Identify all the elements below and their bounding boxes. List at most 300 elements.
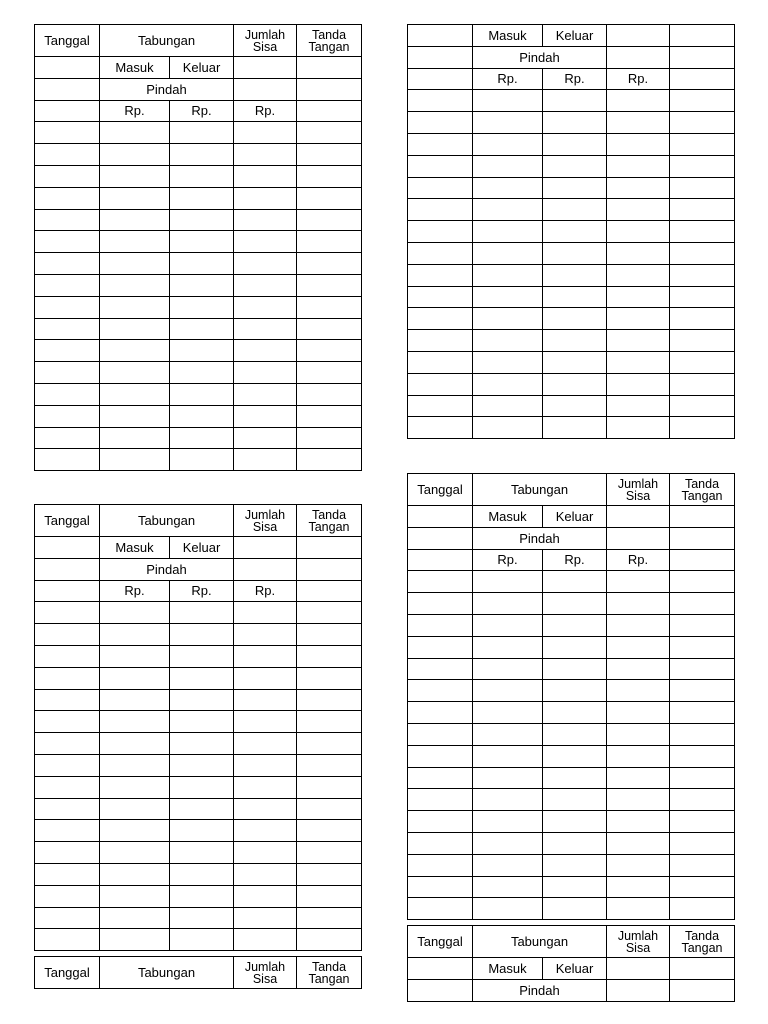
ledger-entry-cell[interactable] [670, 898, 735, 920]
ledger-entry-cell[interactable] [543, 593, 607, 615]
ledger-entry-cell[interactable] [234, 449, 297, 471]
ledger-entry-cell[interactable] [100, 383, 170, 405]
ledger-entry-cell[interactable] [234, 624, 297, 646]
ledger-entry-cell[interactable] [170, 624, 234, 646]
ledger-entry-cell[interactable] [543, 854, 607, 876]
ledger-entry-cell[interactable] [234, 820, 297, 842]
ledger-entry-cell[interactable] [607, 767, 670, 789]
ledger-entry-cell[interactable] [297, 645, 362, 667]
ledger-entry-cell[interactable] [35, 253, 100, 275]
ledger-entry-cell[interactable] [670, 90, 735, 112]
ledger-entry-cell[interactable] [35, 318, 100, 340]
ledger-entry-cell[interactable] [234, 318, 297, 340]
ledger-entry-cell[interactable] [170, 689, 234, 711]
ledger-entry-cell[interactable] [670, 789, 735, 811]
ledger-entry-cell[interactable] [607, 658, 670, 680]
ledger-entry-cell[interactable] [543, 767, 607, 789]
ledger-entry-cell[interactable] [170, 645, 234, 667]
ledger-entry-cell[interactable] [100, 122, 170, 144]
ledger-entry-cell[interactable] [408, 658, 473, 680]
ledger-entry-cell[interactable] [100, 231, 170, 253]
ledger-entry-cell[interactable] [543, 330, 607, 352]
ledger-entry-cell[interactable] [170, 449, 234, 471]
ledger-entry-cell[interactable] [408, 614, 473, 636]
ledger-entry-cell[interactable] [100, 863, 170, 885]
ledger-entry-cell[interactable] [297, 842, 362, 864]
ledger-entry-cell[interactable] [607, 155, 670, 177]
ledger-entry-cell[interactable] [543, 395, 607, 417]
ledger-entry-cell[interactable] [670, 373, 735, 395]
ledger-entry-cell[interactable] [234, 602, 297, 624]
ledger-entry-cell[interactable] [35, 296, 100, 318]
ledger-entry-cell[interactable] [408, 898, 473, 920]
ledger-entry-cell[interactable] [234, 187, 297, 209]
ledger-entry-cell[interactable] [100, 340, 170, 362]
ledger-entry-cell[interactable] [473, 614, 543, 636]
ledger-entry-cell[interactable] [234, 383, 297, 405]
ledger-entry-cell[interactable] [234, 144, 297, 166]
ledger-entry-cell[interactable] [670, 417, 735, 439]
ledger-entry-cell[interactable] [100, 427, 170, 449]
ledger-entry-cell[interactable] [670, 832, 735, 854]
ledger-entry-cell[interactable] [170, 318, 234, 340]
ledger-entry-cell[interactable] [35, 776, 100, 798]
ledger-entry-cell[interactable] [408, 373, 473, 395]
ledger-entry-cell[interactable] [35, 122, 100, 144]
ledger-entry-cell[interactable] [473, 242, 543, 264]
ledger-entry-cell[interactable] [234, 122, 297, 144]
ledger-entry-cell[interactable] [473, 90, 543, 112]
ledger-entry-cell[interactable] [607, 636, 670, 658]
ledger-entry-cell[interactable] [170, 383, 234, 405]
ledger-entry-cell[interactable] [607, 614, 670, 636]
ledger-entry-cell[interactable] [607, 330, 670, 352]
ledger-entry-cell[interactable] [473, 221, 543, 243]
ledger-entry-cell[interactable] [543, 658, 607, 680]
ledger-entry-cell[interactable] [670, 177, 735, 199]
ledger-entry-cell[interactable] [170, 820, 234, 842]
ledger-entry-cell[interactable] [670, 286, 735, 308]
ledger-entry-cell[interactable] [543, 571, 607, 593]
ledger-entry-cell[interactable] [543, 789, 607, 811]
ledger-entry-cell[interactable] [670, 876, 735, 898]
ledger-entry-cell[interactable] [607, 876, 670, 898]
ledger-entry-cell[interactable] [234, 296, 297, 318]
ledger-entry-cell[interactable] [170, 274, 234, 296]
ledger-entry-cell[interactable] [408, 680, 473, 702]
ledger-entry-cell[interactable] [670, 658, 735, 680]
ledger-entry-cell[interactable] [35, 820, 100, 842]
ledger-entry-cell[interactable] [234, 427, 297, 449]
ledger-entry-cell[interactable] [170, 798, 234, 820]
ledger-entry-cell[interactable] [670, 221, 735, 243]
ledger-entry-cell[interactable] [297, 929, 362, 951]
ledger-entry-cell[interactable] [297, 733, 362, 755]
ledger-entry-cell[interactable] [543, 286, 607, 308]
ledger-entry-cell[interactable] [607, 308, 670, 330]
ledger-entry-cell[interactable] [35, 187, 100, 209]
ledger-entry-cell[interactable] [408, 264, 473, 286]
ledger-entry-cell[interactable] [297, 231, 362, 253]
ledger-entry-cell[interactable] [408, 112, 473, 134]
ledger-entry-cell[interactable] [170, 405, 234, 427]
ledger-entry-cell[interactable] [170, 187, 234, 209]
ledger-entry-cell[interactable] [100, 885, 170, 907]
ledger-entry-cell[interactable] [297, 820, 362, 842]
ledger-entry-cell[interactable] [670, 155, 735, 177]
ledger-entry-cell[interactable] [100, 253, 170, 275]
ledger-entry-cell[interactable] [607, 832, 670, 854]
ledger-entry-cell[interactable] [170, 427, 234, 449]
ledger-entry-cell[interactable] [297, 667, 362, 689]
ledger-entry-cell[interactable] [408, 417, 473, 439]
ledger-entry-cell[interactable] [607, 221, 670, 243]
ledger-entry-cell[interactable] [408, 133, 473, 155]
ledger-entry-cell[interactable] [670, 593, 735, 615]
ledger-entry-cell[interactable] [297, 274, 362, 296]
ledger-entry-cell[interactable] [234, 907, 297, 929]
ledger-entry-cell[interactable] [473, 876, 543, 898]
ledger-entry-cell[interactable] [543, 876, 607, 898]
ledger-entry-cell[interactable] [670, 330, 735, 352]
ledger-entry-cell[interactable] [607, 811, 670, 833]
ledger-entry-cell[interactable] [473, 199, 543, 221]
ledger-entry-cell[interactable] [100, 711, 170, 733]
ledger-entry-cell[interactable] [35, 383, 100, 405]
ledger-entry-cell[interactable] [100, 296, 170, 318]
ledger-entry-cell[interactable] [543, 308, 607, 330]
ledger-entry-cell[interactable] [543, 264, 607, 286]
ledger-entry-cell[interactable] [473, 832, 543, 854]
ledger-entry-cell[interactable] [100, 144, 170, 166]
ledger-entry-cell[interactable] [35, 929, 100, 951]
ledger-entry-cell[interactable] [297, 798, 362, 820]
ledger-entry-cell[interactable] [35, 165, 100, 187]
ledger-entry-cell[interactable] [100, 362, 170, 384]
ledger-entry-cell[interactable] [670, 811, 735, 833]
ledger-entry-cell[interactable] [234, 231, 297, 253]
ledger-entry-cell[interactable] [297, 624, 362, 646]
ledger-entry-cell[interactable] [35, 624, 100, 646]
ledger-entry-cell[interactable] [670, 854, 735, 876]
ledger-entry-cell[interactable] [35, 733, 100, 755]
ledger-entry-cell[interactable] [297, 318, 362, 340]
ledger-entry-cell[interactable] [670, 680, 735, 702]
ledger-entry-cell[interactable] [170, 231, 234, 253]
ledger-entry-cell[interactable] [408, 593, 473, 615]
ledger-entry-cell[interactable] [473, 133, 543, 155]
ledger-entry-cell[interactable] [100, 165, 170, 187]
ledger-entry-cell[interactable] [234, 362, 297, 384]
ledger-entry-cell[interactable] [234, 711, 297, 733]
ledger-entry-cell[interactable] [35, 362, 100, 384]
ledger-entry-cell[interactable] [670, 308, 735, 330]
ledger-entry-cell[interactable] [670, 614, 735, 636]
ledger-entry-cell[interactable] [100, 907, 170, 929]
ledger-entry-cell[interactable] [670, 636, 735, 658]
ledger-entry-cell[interactable] [543, 417, 607, 439]
ledger-entry-cell[interactable] [35, 405, 100, 427]
ledger-entry-cell[interactable] [473, 395, 543, 417]
ledger-entry-cell[interactable] [607, 133, 670, 155]
ledger-entry-cell[interactable] [297, 863, 362, 885]
ledger-entry-cell[interactable] [543, 636, 607, 658]
ledger-entry-cell[interactable] [35, 427, 100, 449]
ledger-entry-cell[interactable] [473, 571, 543, 593]
ledger-entry-cell[interactable] [473, 112, 543, 134]
ledger-entry-cell[interactable] [170, 907, 234, 929]
ledger-entry-cell[interactable] [100, 929, 170, 951]
ledger-entry-cell[interactable] [234, 253, 297, 275]
ledger-entry-cell[interactable] [100, 733, 170, 755]
ledger-entry-cell[interactable] [408, 242, 473, 264]
ledger-entry-cell[interactable] [607, 351, 670, 373]
ledger-entry-cell[interactable] [607, 898, 670, 920]
ledger-entry-cell[interactable] [473, 723, 543, 745]
ledger-entry-cell[interactable] [408, 199, 473, 221]
ledger-entry-cell[interactable] [473, 898, 543, 920]
ledger-entry-cell[interactable] [607, 854, 670, 876]
ledger-entry-cell[interactable] [234, 754, 297, 776]
ledger-entry-cell[interactable] [170, 340, 234, 362]
ledger-entry-cell[interactable] [670, 264, 735, 286]
ledger-entry-cell[interactable] [297, 187, 362, 209]
ledger-entry-cell[interactable] [170, 165, 234, 187]
ledger-entry-cell[interactable] [670, 112, 735, 134]
ledger-entry-cell[interactable] [473, 854, 543, 876]
ledger-entry-cell[interactable] [100, 754, 170, 776]
ledger-entry-cell[interactable] [35, 449, 100, 471]
ledger-entry-cell[interactable] [607, 199, 670, 221]
ledger-entry-cell[interactable] [170, 667, 234, 689]
ledger-entry-cell[interactable] [234, 274, 297, 296]
ledger-entry-cell[interactable] [543, 199, 607, 221]
ledger-entry-cell[interactable] [543, 811, 607, 833]
ledger-entry-cell[interactable] [100, 318, 170, 340]
ledger-entry-cell[interactable] [543, 112, 607, 134]
ledger-entry-cell[interactable] [100, 602, 170, 624]
ledger-entry-cell[interactable] [473, 308, 543, 330]
ledger-entry-cell[interactable] [170, 122, 234, 144]
ledger-entry-cell[interactable] [473, 417, 543, 439]
ledger-entry-cell[interactable] [408, 286, 473, 308]
ledger-entry-cell[interactable] [297, 383, 362, 405]
ledger-entry-cell[interactable] [35, 689, 100, 711]
ledger-entry-cell[interactable] [297, 253, 362, 275]
ledger-entry-cell[interactable] [408, 177, 473, 199]
ledger-entry-cell[interactable] [473, 264, 543, 286]
ledger-entry-cell[interactable] [607, 112, 670, 134]
ledger-entry-cell[interactable] [35, 645, 100, 667]
ledger-entry-cell[interactable] [473, 702, 543, 724]
ledger-entry-cell[interactable] [670, 395, 735, 417]
ledger-entry-cell[interactable] [473, 789, 543, 811]
ledger-entry-cell[interactable] [473, 155, 543, 177]
ledger-entry-cell[interactable] [35, 885, 100, 907]
ledger-entry-cell[interactable] [473, 680, 543, 702]
ledger-entry-cell[interactable] [543, 177, 607, 199]
ledger-entry-cell[interactable] [234, 776, 297, 798]
ledger-entry-cell[interactable] [670, 242, 735, 264]
ledger-entry-cell[interactable] [408, 221, 473, 243]
ledger-entry-cell[interactable] [35, 144, 100, 166]
ledger-entry-cell[interactable] [297, 776, 362, 798]
ledger-entry-cell[interactable] [473, 286, 543, 308]
ledger-entry-cell[interactable] [543, 723, 607, 745]
ledger-entry-cell[interactable] [473, 351, 543, 373]
ledger-entry-cell[interactable] [607, 395, 670, 417]
ledger-entry-cell[interactable] [100, 405, 170, 427]
ledger-entry-cell[interactable] [35, 907, 100, 929]
ledger-entry-cell[interactable] [408, 155, 473, 177]
ledger-entry-cell[interactable] [543, 832, 607, 854]
ledger-entry-cell[interactable] [473, 658, 543, 680]
ledger-entry-cell[interactable] [297, 754, 362, 776]
ledger-entry-cell[interactable] [408, 745, 473, 767]
ledger-entry-cell[interactable] [234, 842, 297, 864]
ledger-entry-cell[interactable] [100, 624, 170, 646]
ledger-entry-cell[interactable] [170, 362, 234, 384]
ledger-entry-cell[interactable] [297, 602, 362, 624]
ledger-entry-cell[interactable] [35, 711, 100, 733]
ledger-entry-cell[interactable] [297, 165, 362, 187]
ledger-entry-cell[interactable] [234, 798, 297, 820]
ledger-entry-cell[interactable] [297, 711, 362, 733]
ledger-entry-cell[interactable] [35, 863, 100, 885]
ledger-entry-cell[interactable] [170, 733, 234, 755]
ledger-entry-cell[interactable] [297, 362, 362, 384]
ledger-entry-cell[interactable] [297, 449, 362, 471]
ledger-entry-cell[interactable] [607, 264, 670, 286]
ledger-entry-cell[interactable] [473, 330, 543, 352]
ledger-entry-cell[interactable] [234, 667, 297, 689]
ledger-entry-cell[interactable] [543, 702, 607, 724]
ledger-entry-cell[interactable] [607, 680, 670, 702]
ledger-entry-cell[interactable] [234, 885, 297, 907]
ledger-entry-cell[interactable] [170, 754, 234, 776]
ledger-entry-cell[interactable] [297, 122, 362, 144]
ledger-entry-cell[interactable] [670, 745, 735, 767]
ledger-entry-cell[interactable] [670, 571, 735, 593]
ledger-entry-cell[interactable] [607, 702, 670, 724]
ledger-entry-cell[interactable] [408, 330, 473, 352]
ledger-entry-cell[interactable] [100, 645, 170, 667]
ledger-entry-cell[interactable] [473, 767, 543, 789]
ledger-entry-cell[interactable] [408, 351, 473, 373]
ledger-entry-cell[interactable] [35, 274, 100, 296]
ledger-entry-cell[interactable] [100, 667, 170, 689]
ledger-entry-cell[interactable] [607, 571, 670, 593]
ledger-entry-cell[interactable] [35, 602, 100, 624]
ledger-entry-cell[interactable] [543, 373, 607, 395]
ledger-entry-cell[interactable] [543, 221, 607, 243]
ledger-entry-cell[interactable] [234, 733, 297, 755]
ledger-entry-cell[interactable] [170, 296, 234, 318]
ledger-entry-cell[interactable] [170, 863, 234, 885]
ledger-entry-cell[interactable] [607, 593, 670, 615]
ledger-entry-cell[interactable] [408, 811, 473, 833]
ledger-entry-cell[interactable] [234, 405, 297, 427]
ledger-entry-cell[interactable] [473, 177, 543, 199]
ledger-entry-cell[interactable] [408, 395, 473, 417]
ledger-entry-cell[interactable] [35, 842, 100, 864]
ledger-entry-cell[interactable] [100, 776, 170, 798]
ledger-entry-cell[interactable] [297, 907, 362, 929]
ledger-entry-cell[interactable] [408, 308, 473, 330]
ledger-entry-cell[interactable] [670, 767, 735, 789]
ledger-entry-cell[interactable] [170, 929, 234, 951]
ledger-entry-cell[interactable] [297, 340, 362, 362]
ledger-entry-cell[interactable] [473, 593, 543, 615]
ledger-entry-cell[interactable] [100, 274, 170, 296]
ledger-entry-cell[interactable] [473, 636, 543, 658]
ledger-entry-cell[interactable] [234, 645, 297, 667]
ledger-entry-cell[interactable] [234, 340, 297, 362]
ledger-entry-cell[interactable] [297, 885, 362, 907]
ledger-entry-cell[interactable] [100, 187, 170, 209]
ledger-entry-cell[interactable] [100, 449, 170, 471]
ledger-entry-cell[interactable] [607, 417, 670, 439]
ledger-entry-cell[interactable] [670, 351, 735, 373]
ledger-entry-cell[interactable] [35, 754, 100, 776]
ledger-entry-cell[interactable] [473, 811, 543, 833]
ledger-entry-cell[interactable] [100, 798, 170, 820]
ledger-entry-cell[interactable] [543, 745, 607, 767]
ledger-entry-cell[interactable] [100, 820, 170, 842]
ledger-entry-cell[interactable] [408, 876, 473, 898]
ledger-entry-cell[interactable] [607, 789, 670, 811]
ledger-entry-cell[interactable] [408, 767, 473, 789]
ledger-entry-cell[interactable] [408, 90, 473, 112]
ledger-entry-cell[interactable] [670, 723, 735, 745]
ledger-entry-cell[interactable] [297, 405, 362, 427]
ledger-entry-cell[interactable] [543, 155, 607, 177]
ledger-entry-cell[interactable] [607, 177, 670, 199]
ledger-entry-cell[interactable] [607, 242, 670, 264]
ledger-entry-cell[interactable] [543, 351, 607, 373]
ledger-entry-cell[interactable] [543, 90, 607, 112]
ledger-entry-cell[interactable] [607, 90, 670, 112]
ledger-entry-cell[interactable] [408, 636, 473, 658]
ledger-entry-cell[interactable] [408, 571, 473, 593]
ledger-entry-cell[interactable] [297, 144, 362, 166]
ledger-entry-cell[interactable] [543, 242, 607, 264]
ledger-entry-cell[interactable] [35, 340, 100, 362]
ledger-entry-cell[interactable] [408, 854, 473, 876]
ledger-entry-cell[interactable] [234, 929, 297, 951]
ledger-entry-cell[interactable] [543, 680, 607, 702]
ledger-entry-cell[interactable] [408, 789, 473, 811]
ledger-entry-cell[interactable] [100, 689, 170, 711]
ledger-entry-cell[interactable] [170, 253, 234, 275]
ledger-entry-cell[interactable] [473, 745, 543, 767]
ledger-entry-cell[interactable] [543, 133, 607, 155]
ledger-entry-cell[interactable] [543, 898, 607, 920]
ledger-entry-cell[interactable] [607, 745, 670, 767]
ledger-entry-cell[interactable] [170, 602, 234, 624]
ledger-entry-cell[interactable] [607, 286, 670, 308]
ledger-entry-cell[interactable] [408, 832, 473, 854]
ledger-entry-cell[interactable] [234, 863, 297, 885]
ledger-entry-cell[interactable] [670, 199, 735, 221]
ledger-entry-cell[interactable] [670, 702, 735, 724]
ledger-entry-cell[interactable] [607, 723, 670, 745]
ledger-entry-cell[interactable] [100, 842, 170, 864]
ledger-entry-cell[interactable] [543, 614, 607, 636]
ledger-entry-cell[interactable] [234, 209, 297, 231]
ledger-entry-cell[interactable] [170, 885, 234, 907]
ledger-entry-cell[interactable] [170, 144, 234, 166]
